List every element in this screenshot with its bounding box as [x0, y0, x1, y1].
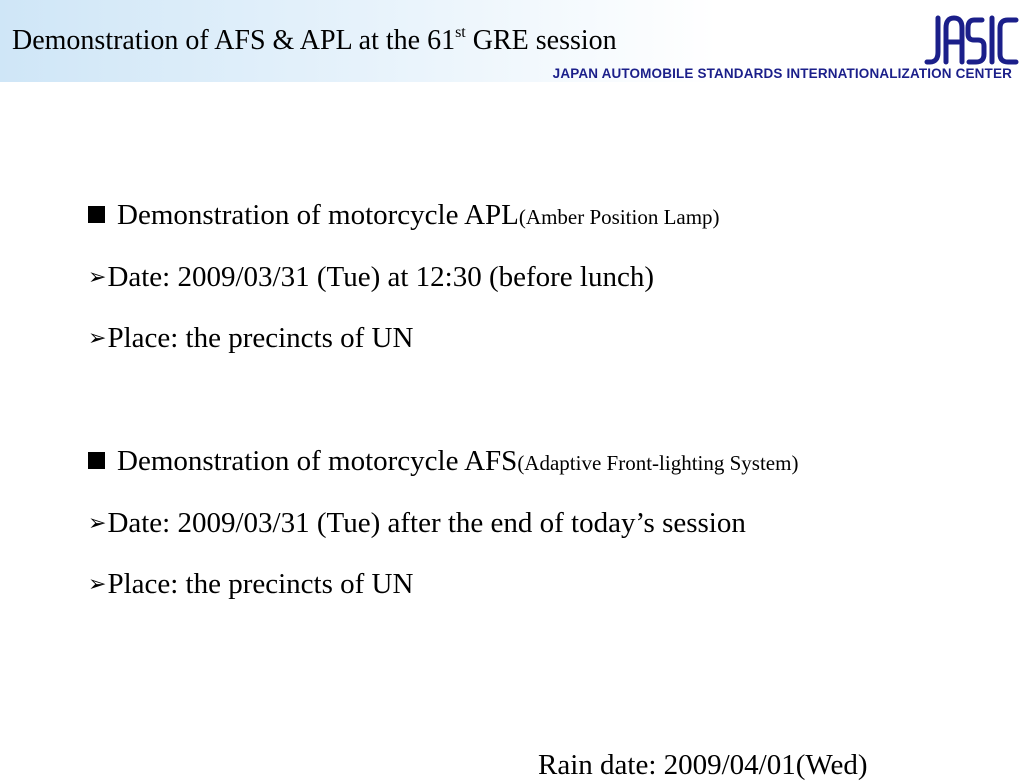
arrow-bullet-icon: ➢ — [88, 265, 107, 290]
arrow-bullet-icon: ➢ — [88, 511, 107, 536]
title-superscript: st — [455, 24, 466, 41]
afs-heading — [88, 444, 798, 480]
apl-heading — [88, 198, 720, 234]
afs-heading-text: Demonstration of motorcycle AFS — [117, 445, 518, 477]
jasic-logo — [924, 14, 1020, 66]
square-bullet-icon — [88, 206, 105, 223]
slide-header — [0, 0, 1024, 82]
arrow-bullet-icon: ➢ — [88, 572, 107, 597]
afs-date — [88, 506, 746, 541]
afs-place — [88, 567, 413, 602]
afs-date-text: Date: 2009/03/31 (Tue) after the end of today’s session — [107, 507, 746, 539]
organization-name: JAPAN AUTOMOBILE STANDARDS INTERNATIONALIZATION CENTER — [552, 66, 1012, 81]
apl-place — [88, 321, 413, 356]
apl-heading-text: Demonstration of motorcycle APL — [117, 199, 519, 231]
apl-date — [88, 260, 654, 295]
rain-date: Rain date: 2009/04/01(Wed) — [538, 749, 868, 781]
apl-heading-note: (Amber Position Lamp) — [518, 205, 720, 229]
square-bullet-icon — [88, 452, 105, 469]
title-rest: GRE session — [465, 25, 617, 56]
afs-heading-note: (Adaptive Front-lighting System) — [517, 451, 799, 475]
title-main: Demonstration of AFS & APL at the 61 — [12, 25, 456, 56]
arrow-bullet-icon: ➢ — [88, 326, 107, 351]
slide-title — [12, 24, 617, 58]
apl-date-text: Date: 2009/03/31 (Tue) at 12:30 (before lunch) — [107, 261, 655, 293]
apl-place-text: Place: the precincts of UN — [107, 322, 414, 354]
afs-place-text: Place: the precincts of UN — [107, 568, 414, 600]
